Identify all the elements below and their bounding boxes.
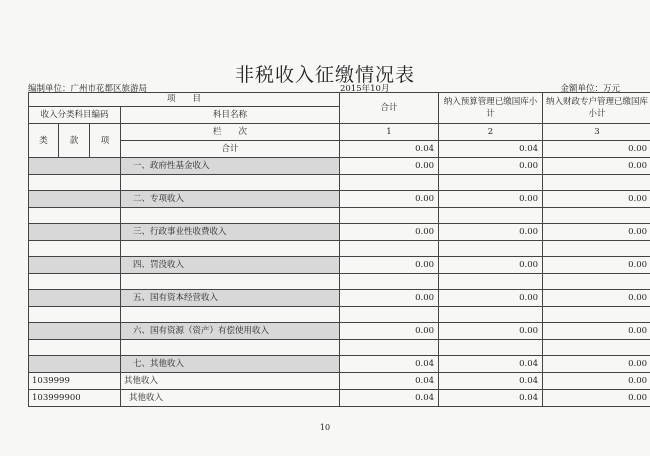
- table-row: [29, 290, 650, 307]
- row-special: 0.00: [543, 323, 650, 340]
- row-name: 七、其他收入: [121, 356, 340, 373]
- table-row: [29, 323, 650, 340]
- row-budget: 0.00: [439, 191, 543, 208]
- row-budget: 0.00: [439, 224, 543, 241]
- header-special: 纳入财政专户管理已缴国库小计: [543, 93, 650, 124]
- header-total: 合计: [340, 93, 439, 124]
- row-special: 0.00: [543, 390, 650, 407]
- table-row: [29, 158, 650, 175]
- revenue-table: [28, 92, 650, 407]
- row-budget: 0.00: [439, 323, 543, 340]
- table-row: [29, 191, 650, 208]
- page-number: 10: [319, 423, 331, 432]
- header-item: 项 目: [29, 93, 340, 107]
- row-budget: 0.00: [439, 290, 543, 307]
- header-code: 收入分类科目编码: [29, 107, 121, 124]
- header-xiang: 项: [90, 124, 121, 158]
- row-name: 一、政府性基金收入: [121, 158, 340, 175]
- compiling-unit: 编制单位：广州市花都区旅游局: [28, 84, 148, 94]
- row-name: 六、国有资源（资产）有偿使用收入: [121, 323, 340, 340]
- row-total: 0.00: [340, 158, 439, 175]
- row-special: 0.00: [543, 257, 650, 274]
- header-budget: 纳入预算管理已缴国库小计: [439, 93, 543, 124]
- row-budget: 0.04: [439, 141, 543, 158]
- table-row: [29, 257, 650, 274]
- row-name: 合计: [121, 141, 340, 158]
- row-name: 其他收入: [121, 373, 340, 390]
- row-special: 0.00: [543, 191, 650, 208]
- page-title: 非税收入征缴情况表: [234, 64, 415, 86]
- col-num-1: 1: [340, 124, 439, 141]
- row-code: 103999900: [29, 390, 121, 407]
- header-kuan: 款: [59, 124, 90, 158]
- row-special: 0.00: [543, 356, 650, 373]
- row-special: 0.00: [543, 224, 650, 241]
- table-row: [29, 373, 650, 390]
- row-code: 1039999: [29, 373, 121, 390]
- row-total: 0.00: [340, 257, 439, 274]
- row-budget: 0.00: [439, 158, 543, 175]
- row-total: 0.04: [340, 390, 439, 407]
- row-special: 0.00: [543, 373, 650, 390]
- table-row: [29, 390, 650, 407]
- row-total: 0.04: [340, 141, 439, 158]
- report-period: 2015年10月: [340, 84, 390, 94]
- row-name: 其他收入: [121, 390, 340, 407]
- row-total: 0.00: [340, 224, 439, 241]
- row-budget: 0.04: [439, 356, 543, 373]
- row-name: 四、罚没收入: [121, 257, 340, 274]
- header-lei: 类: [29, 124, 59, 158]
- row-total: 0.00: [340, 290, 439, 307]
- row-budget: 0.04: [439, 373, 543, 390]
- row-name: 二、专项收入: [121, 191, 340, 208]
- header-name: 科目名称: [121, 107, 340, 124]
- row-total: 0.04: [340, 356, 439, 373]
- col-num-2: 2: [439, 124, 543, 141]
- row-budget: 0.00: [439, 257, 543, 274]
- row-budget: 0.04: [439, 390, 543, 407]
- row-total: 0.00: [340, 323, 439, 340]
- header-lanci: 栏 次: [121, 124, 340, 141]
- row-name: 三、行政事业性收费收入: [121, 224, 340, 241]
- row-total: 0.04: [340, 373, 439, 390]
- row-total: 0.00: [340, 191, 439, 208]
- row-name: 五、国有资本经营收入: [121, 290, 340, 307]
- row-special: 0.00: [543, 290, 650, 307]
- col-num-3: 3: [543, 124, 650, 141]
- row-special: 0.00: [543, 158, 650, 175]
- table-row: [29, 141, 650, 158]
- amount-unit: 金额单位：万元: [560, 84, 620, 94]
- table-row: [29, 224, 650, 241]
- row-special: 0.00: [543, 141, 650, 158]
- table-row: [29, 356, 650, 373]
